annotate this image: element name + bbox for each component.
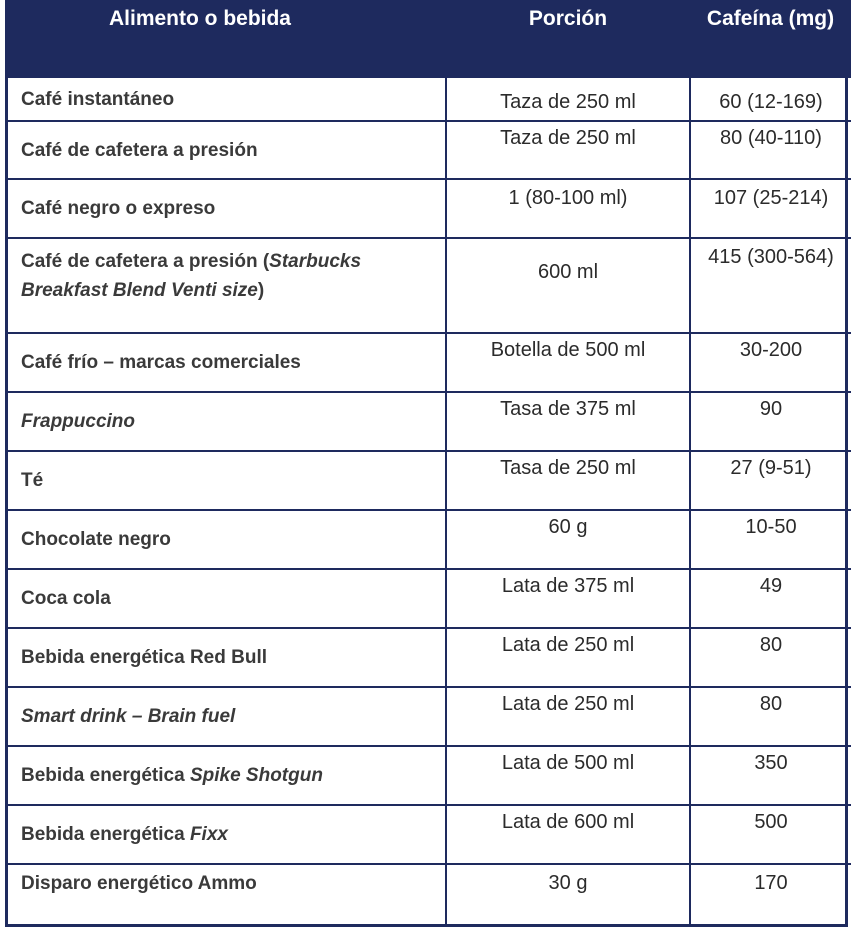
- table-row: [8, 238, 851, 333]
- food-text: Café instantáneo: [21, 88, 175, 110]
- table-row: [8, 746, 851, 805]
- food-text: Café de cafetera a presión (: [21, 251, 270, 272]
- table-row: [8, 864, 851, 924]
- caffeine-cell: 60 (12-169): [690, 77, 851, 121]
- food-text: Café negro o expreso: [21, 198, 216, 219]
- table-header: [8, 0, 851, 77]
- food-text: Bebida energética: [21, 765, 190, 786]
- food-cell: [8, 451, 446, 510]
- caffeine-cell: 80 (40-110): [690, 121, 851, 179]
- caffeine-cell: 107 (25-214): [690, 179, 851, 238]
- caffeine-table: [8, 0, 851, 924]
- food-cell: [8, 77, 446, 121]
- header-portion: Porción: [446, 0, 690, 77]
- food-cell: [8, 333, 446, 392]
- caffeine-cell: 30-200: [690, 333, 851, 392]
- food-text: Café de cafetera a presión: [21, 139, 258, 161]
- portion-cell: Lata de 500 ml: [446, 746, 690, 805]
- food-text: Café frío – marcas comerciales: [21, 352, 301, 373]
- table-row: [8, 628, 851, 687]
- table-row: [8, 77, 851, 121]
- caffeine-cell: 27 (9-51): [690, 451, 851, 510]
- food-text-italic: Fixx: [189, 824, 228, 845]
- portion-cell: Lata de 600 ml: [446, 805, 690, 864]
- portion-cell: Lata de 250 ml: [446, 628, 690, 687]
- caffeine-cell: 500: [690, 805, 851, 864]
- table-row: [8, 510, 851, 569]
- food-cell: [8, 746, 446, 805]
- portion-cell: Lata de 375 ml: [446, 569, 690, 628]
- food-text-italic: Smart drink – Brain fuel: [21, 706, 236, 727]
- food-cell: [8, 238, 446, 333]
- caffeine-cell: 80: [690, 628, 851, 687]
- caffeine-cell: 90: [690, 392, 851, 451]
- table-row: [8, 333, 851, 392]
- table-row: [8, 805, 851, 864]
- food-cell: [8, 179, 446, 238]
- portion-cell: Taza de 250 ml: [446, 77, 690, 121]
- caffeine-cell: 170: [690, 864, 851, 924]
- header-row: [8, 0, 851, 77]
- food-text: Bebida energética: [21, 824, 190, 845]
- food-cell: [8, 628, 446, 687]
- portion-cell: Botella de 500 ml: [446, 333, 690, 392]
- portion-cell: 30 g: [446, 864, 690, 924]
- header-caffeine: Cafeína (mg): [690, 0, 851, 77]
- food-text-italic: Starbucks Breakfast Blend Venti size: [21, 251, 362, 301]
- table-row: [8, 451, 851, 510]
- portion-cell: Taza de 250 ml: [446, 121, 690, 179]
- table-body: [8, 77, 851, 924]
- food-cell: [8, 121, 446, 179]
- portion-cell: 600 ml: [446, 238, 690, 333]
- table-row: [8, 392, 851, 451]
- portion-cell: Lata de 250 ml: [446, 687, 690, 746]
- food-cell: [8, 805, 446, 864]
- food-text: Bebida energética Red Bull: [21, 647, 268, 668]
- caffeine-cell: 80: [690, 687, 851, 746]
- caffeine-table-container: [5, 0, 848, 927]
- food-cell: [8, 392, 446, 451]
- food-text-italic: Spike Shotgun: [189, 765, 323, 786]
- caffeine-cell: 10-50: [690, 510, 851, 569]
- food-text: Coca cola: [21, 588, 111, 609]
- table-row: [8, 569, 851, 628]
- table-row: [8, 121, 851, 179]
- food-text: Chocolate negro: [21, 529, 171, 550]
- food-text: Té: [21, 470, 44, 491]
- portion-cell: Tasa de 375 ml: [446, 392, 690, 451]
- food-text: Disparo energético Ammo: [21, 873, 257, 894]
- portion-cell: 1 (80-100 ml): [446, 179, 690, 238]
- table-row: [8, 179, 851, 238]
- header-food: Alimento o bebida: [8, 0, 446, 77]
- food-cell: [8, 687, 446, 746]
- caffeine-cell: 415 (300-564): [690, 238, 851, 333]
- food-cell: [8, 569, 446, 628]
- food-cell: [8, 510, 446, 569]
- food-cell: [8, 864, 446, 924]
- portion-cell: Tasa de 250 ml: [446, 451, 690, 510]
- portion-cell: 60 g: [446, 510, 690, 569]
- food-text-suffix: ): [257, 280, 265, 301]
- table-row: [8, 687, 851, 746]
- food-text-italic: Frappuccino: [21, 411, 136, 432]
- caffeine-cell: 350: [690, 746, 851, 805]
- caffeine-cell: 49: [690, 569, 851, 628]
